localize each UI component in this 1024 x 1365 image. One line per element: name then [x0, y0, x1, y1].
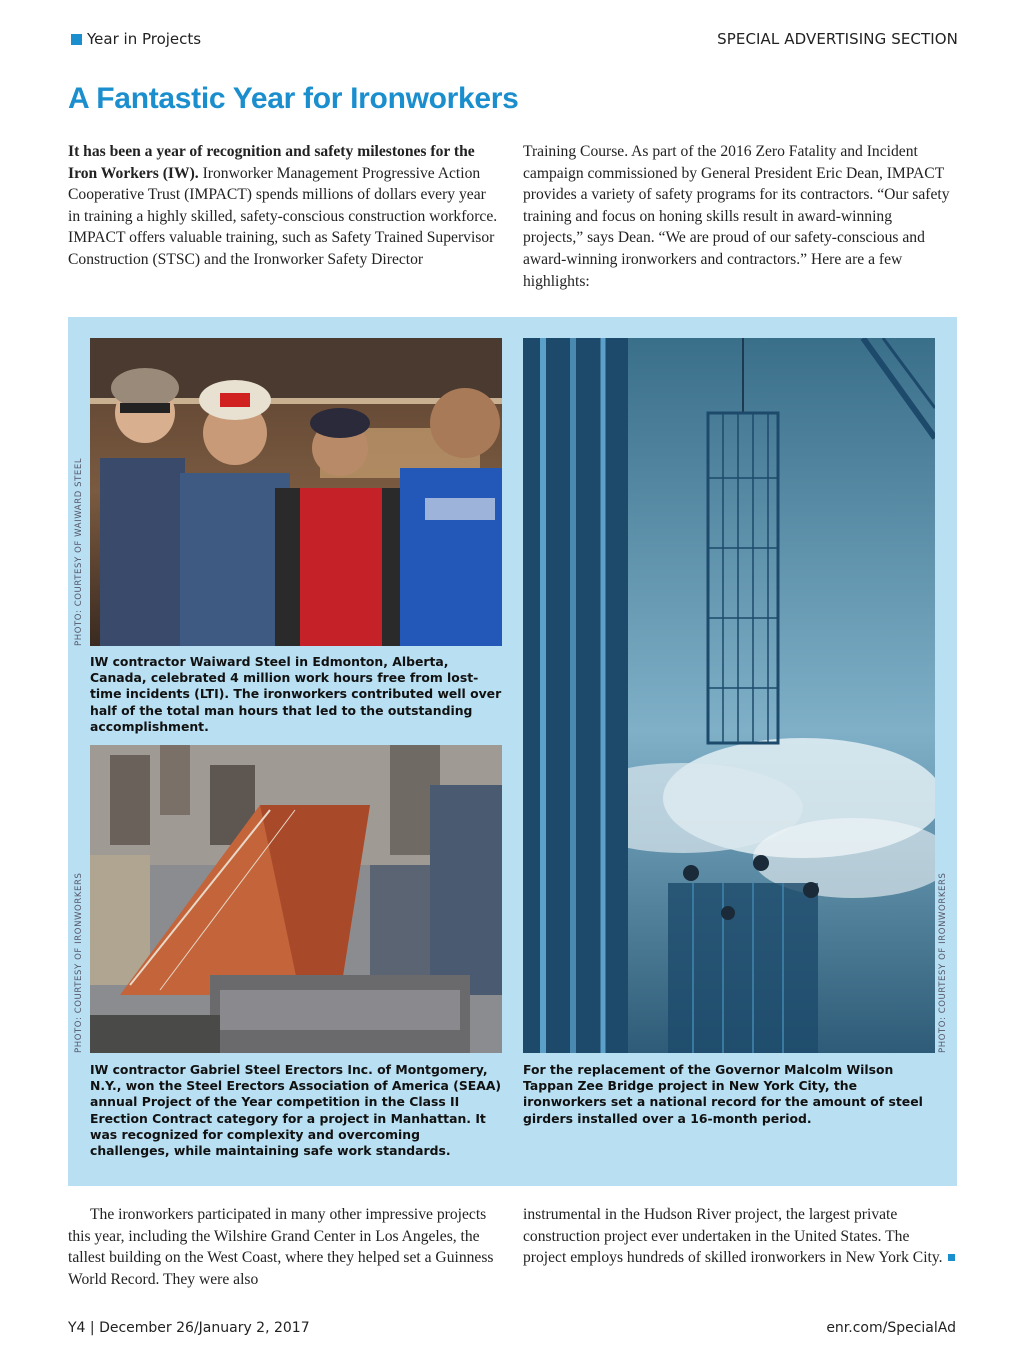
- photo2-credit: PHOTO: COURTESY OF IRONWORKERS: [74, 872, 84, 1053]
- advertising-label: SPECIAL ADVERTISING SECTION: [717, 30, 958, 48]
- rebar-cage-photo: [523, 338, 935, 1053]
- closing-column-2-text: instrumental in the Hudson River project, the largest private construction project ever undertaken in the United States. The project employs hundreds of skilled ironworkers in New York City.: [523, 1206, 943, 1267]
- end-mark-icon: [948, 1254, 955, 1261]
- photo3-credit: PHOTO: COURTESY OF IRONWORKERS: [938, 872, 948, 1053]
- page-info: Y4 | December 26/January 2, 2017: [68, 1320, 310, 1336]
- section-label-text: Year in Projects: [87, 30, 202, 48]
- section-square-icon: [71, 34, 82, 45]
- intro-column-1: [68, 141, 500, 271]
- section-label: [71, 30, 201, 48]
- photo1-credit: PHOTO: COURTESY OF WAIWARD STEEL: [74, 457, 84, 646]
- lead-bold: It has been a year of recognition and safety milestones for the Iron Workers (IW).: [68, 143, 475, 182]
- ironworkers-group-photo: [90, 338, 502, 646]
- photo3-caption: For the replacement of the Governor Malcolm Wilson Tappan Zee Bridge project in New York City, the ironworkers set a national record for the amount of steel girders installed over a 16-month period.: [523, 1062, 923, 1126]
- photo2-caption: IW contractor Gabriel Steel Erectors Inc. of Montgomery, N.Y., won the Steel Erectors Association of America (SEAA) annual Project of the Year competition in the Class II Erection Contract category for a project in Manhattan. It was recognized for complexity and overcoming challenges, while maintaining safe work standards.: [90, 1062, 502, 1159]
- lead-text: Ironworker Management Progressive Action Cooperative Trust (IMPACT) spends millions of dollars every year in training a highly skilled, safety-conscious construction workforce. IMPACT offers valuable training, such as Safety Trained Supervisor Construction (STSC) and the Ironworker Safety Director: [68, 164, 498, 268]
- footer-url: enr.com/SpecialAd: [826, 1320, 956, 1336]
- closing-column-1: The ironworkers participated in many other impressive projects this year, including the Wilshire Grand Center in Los Angeles, the tallest building on the West Coast, where they helped set a Guinness World Record. They were also: [68, 1206, 494, 1288]
- intro-column-2: Training Course. As part of the 2016 Zero Fatality and Incident campaign commissioned by General President Eric Dean, IMPACT provides a variety of safety programs for its contractors. “Our safety training and focus on honing skills result in award-winning projects,” says Dean. “We are proud of our safety-conscious and award-winning ironworkers and contractors.” Here are a few highlights:: [523, 143, 950, 290]
- manhattan-building-photo: [90, 745, 502, 1053]
- closing-column-2: [523, 1204, 955, 1269]
- article-title: A Fantastic Year for Ironworkers: [68, 82, 519, 115]
- photo1-caption: IW contractor Waiward Steel in Edmonton, Alberta, Canada, celebrated 4 million work hours free from lost-time incidents (LTI). The ironworkers contributed well over half of the total man hours that led to the outstanding accomplishment.: [90, 654, 502, 734]
